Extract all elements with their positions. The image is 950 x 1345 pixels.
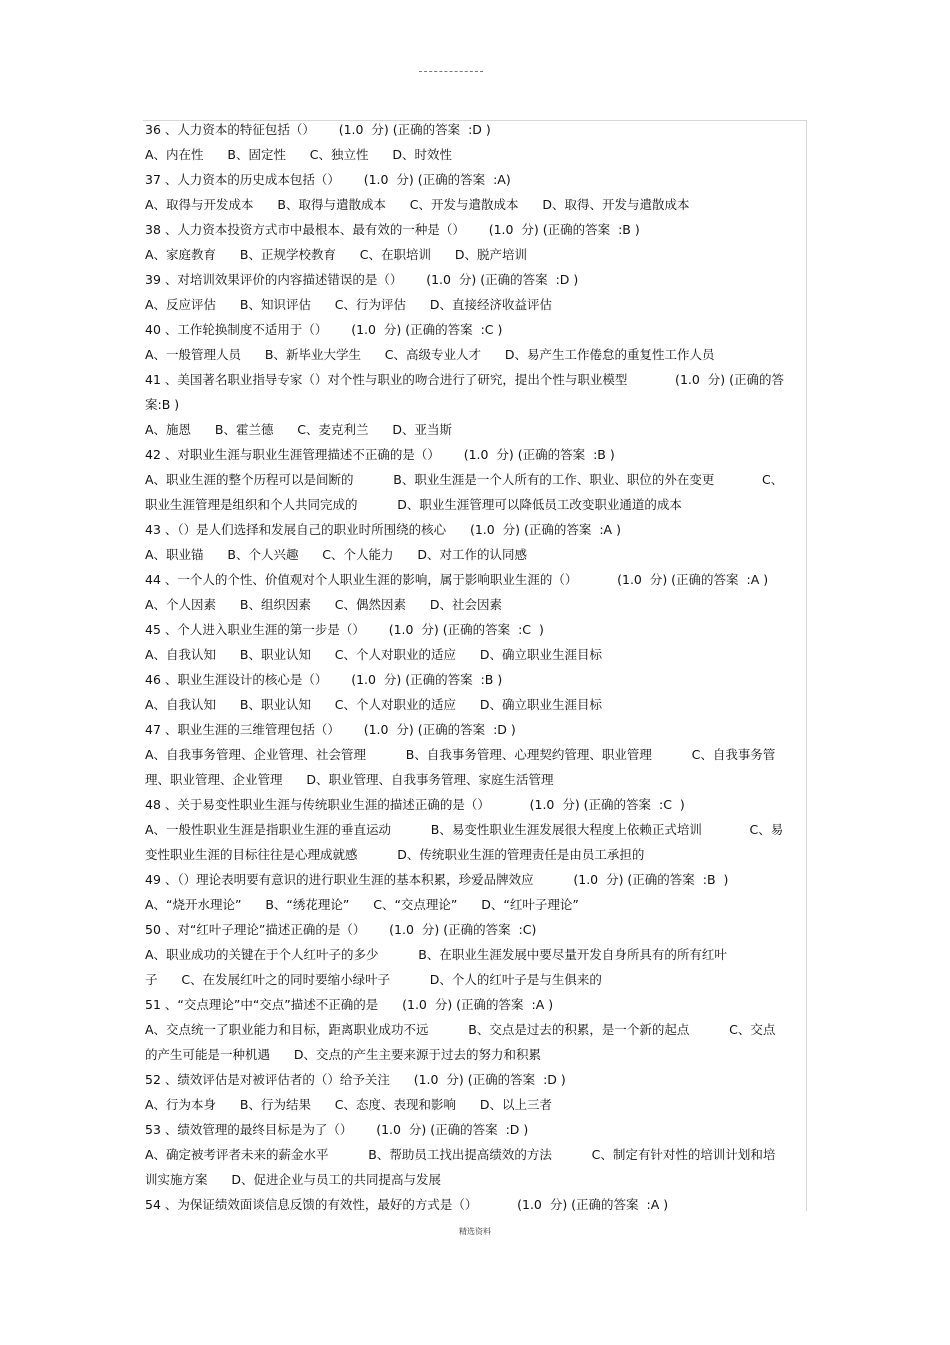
- header-rule: [419, 71, 483, 72]
- text-line: A、取得与开发成本 B、取得与遣散成本 C、开发与遣散成本 D、取得、开发与遣散成本: [145, 197, 690, 212]
- text-line: 理、职业管理、企业管理 D、职业管理、自我事务管理、家庭生活管理: [145, 772, 554, 787]
- text-line: 案:B ): [145, 397, 180, 412]
- text-line: A、自我认知 B、职业认知 C、个人对职业的适应 D、确立职业生涯目标: [145, 647, 603, 662]
- text-line: 51 、“交点理论”中“交点”描述不正确的是 (1.0 分) (正确的答案 :A ): [145, 997, 554, 1012]
- text-line: 48 、关于易变性职业生涯与传统职业生涯的描述正确的是（） (1.0 分) (正确的答案 :C ): [145, 797, 685, 812]
- text-line: 的产生可能是一种机遇 D、交点的产生主要来源于过去的努力和积累: [145, 1047, 541, 1062]
- text-line: A、确定被考评者未来的薪金水平 B、帮助员工找出提高绩效的方法 C、制定有针对性的培训计划和培: [145, 1147, 776, 1162]
- text-line: 41 、美国著名职业指导专家（）对个性与职业的吻合进行了研究，提出个性与职业模型 (1.0 分) (正确的答: [145, 372, 784, 387]
- text-line: 38 、人力资本投资方式市中最根本、最有效的一种是（） (1.0 分) (正确的答案 :B ): [145, 222, 640, 237]
- text-line: A、施恩 B、霍兰德 C、麦克利兰 D、亚当斯: [145, 422, 453, 437]
- question-list: [145, 117, 813, 1217]
- text-line: 49 、（）理论表明要有意识的进行职业生涯的基本积累，珍爱品牌效应 (1.0 分) (正确的答案 :B ): [145, 872, 729, 887]
- text-line: 43 、（）是人们选择和发展自己的职业时所围绕的核心 (1.0 分) (正确的答案 :A ): [145, 522, 621, 537]
- text-line: 子 C、在发展红叶之的同时要缩小绿叶子 D、个人的红叶子是与生俱来的: [145, 972, 602, 987]
- text-line: 37 、人力资本的历史成本包括（） (1.0 分) (正确的答案 :A): [145, 172, 511, 187]
- text-line: A、自我事务管理、企业管理、社会管理 B、自我事务管理、心理契约管理、职业管理 C、自我事务管: [145, 747, 776, 762]
- text-line: A、反应评估 B、知识评估 C、行为评估 D、直接经济收益评估: [145, 297, 553, 312]
- text-line: A、一般性职业生涯是指职业生涯的垂直运动 B、易变性职业生涯发展很大程度上依赖正式培训 C、易: [145, 822, 784, 837]
- text-line: 46 、职业生涯设计的核心是（） (1.0 分) (正确的答案 :B ): [145, 672, 503, 687]
- text-line: 变性职业生涯的目标往往是心理成就感 D、传统职业生涯的管理责任是由员工承担的: [145, 847, 645, 862]
- text-line: A、家庭教育 B、正规学校教育 C、在职培训 D、脱产培训: [145, 247, 528, 262]
- text-line: 53 、绩效管理的最终目标是为了（） (1.0 分) (正确的答案 :D ): [145, 1122, 529, 1137]
- page-footer: 精选资料: [459, 1227, 491, 1236]
- text-line: 44 、一个人的个性、价值观对个人职业生涯的影响，属于影响职业生涯的（） (1.0 分) (正确的答案 :A ): [145, 572, 769, 587]
- text-line: A、内在性 B、固定性 C、独立性 D、时效性: [145, 147, 453, 162]
- text-line: 47 、职业生涯的三维管理包括（） (1.0 分) (正确的答案 :D ): [145, 722, 516, 737]
- text-line: 36 、人力资本的特征包括（） (1.0 分) (正确的答案 :D ): [145, 122, 491, 137]
- text-line: 训实施方案 D、促进企业与员工的共同提高与发展: [145, 1172, 441, 1187]
- text-line: 职业生涯管理是组织和个人共同完成的 D、职业生涯管理可以降低员工改变职业通道的成本: [145, 497, 682, 512]
- text-line: A、一般管理人员 B、新毕业大学生 C、高级专业人才 D、易产生工作倦怠的重复性工作人员: [145, 347, 715, 362]
- text-line: 42 、对职业生涯与职业生涯管理描述不正确的是（） (1.0 分) (正确的答案 :B ): [145, 447, 615, 462]
- text-line: A、职业锚 B、个人兴趣 C、个人能力 D、对工作的认同感: [145, 547, 528, 562]
- text-line: A、职业生涯的整个历程可以是间断的 B、职业生涯是一个人所有的工作、职业、职位的外在变更 C、: [145, 472, 784, 487]
- text-line: A、行为本身 B、行为结果 C、态度、表现和影响 D、以上三者: [145, 1097, 553, 1112]
- text-line: A、职业成功的关键在于个人红叶子的多少 B、在职业生涯发展中要尽量开发自身所具有的所有红叶: [145, 947, 727, 962]
- text-line: 45 、个人进入职业生涯的第一步是（） (1.0 分) (正确的答案 :C ): [145, 622, 544, 637]
- text-line: 39 、对培训效果评价的内容描述错误的是（） (1.0 分) (正确的答案 :D ): [145, 272, 579, 287]
- text-line: 54 、为保证绩效面谈信息反馈的有效性，最好的方式是（） (1.0 分) (正确的答案 :A ): [145, 1197, 669, 1212]
- text-line: A、交点统一了职业能力和目标，距离职业成功不远 B、交点是过去的积累，是一个新的起点 C、交点: [145, 1022, 776, 1037]
- text-line: 52 、绩效评估是对被评估者的（）给予关注 (1.0 分) (正确的答案 :D ): [145, 1072, 566, 1087]
- text-line: A、个人因素 B、组织因素 C、偶然因素 D、社会因素: [145, 597, 503, 612]
- text-line: 50 、对“红叶子理论”描述正确的是（） (1.0 分) (正确的答案 :C): [145, 922, 537, 937]
- text-line: A、“烧开水理论” B、“绣花理论” C、“交点理论” D、“红叶子理论”: [145, 897, 579, 912]
- text-line: 40 、工作轮换制度不适用于（） (1.0 分) (正确的答案 :C ): [145, 322, 503, 337]
- text-line: A、自我认知 B、职业认知 C、个人对职业的适应 D、确立职业生涯目标: [145, 697, 603, 712]
